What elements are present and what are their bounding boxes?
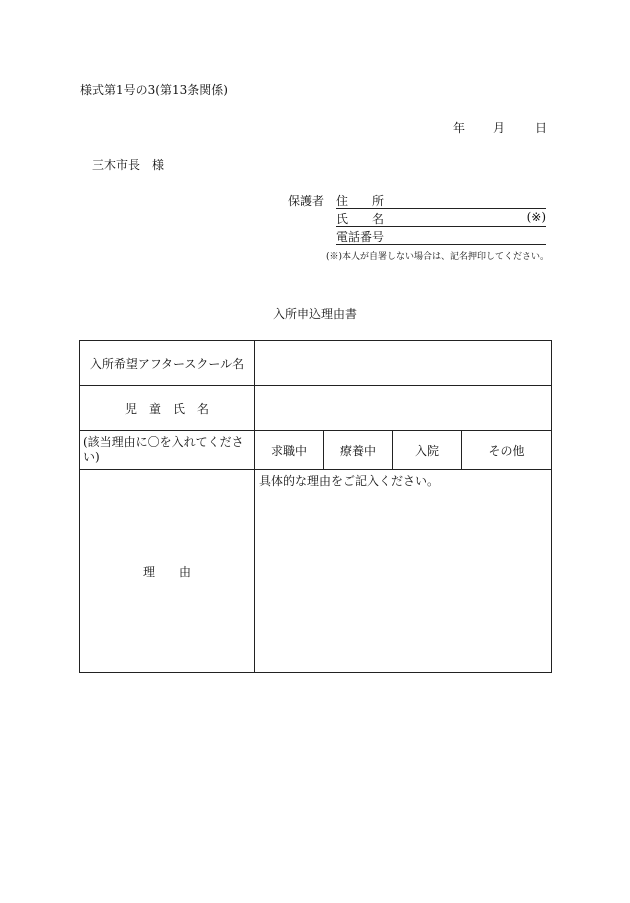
guardian-address-label: 住 所	[336, 194, 385, 208]
option-hospitalization[interactable]: 入院	[393, 431, 462, 470]
child-name-label: 児 童 氏 名	[80, 386, 255, 431]
child-name-field[interactable]	[255, 386, 552, 431]
reason-label: 理 由	[80, 470, 255, 673]
reason-field[interactable]	[255, 470, 552, 673]
club-label: 入所希望アフタースクール名	[80, 341, 255, 386]
guardian-label: 保護者	[288, 194, 325, 208]
guardian-name-label: 氏 名	[336, 212, 385, 226]
option-other[interactable]: その他	[462, 431, 552, 470]
date-month: 月	[493, 121, 506, 135]
date-year: 年	[453, 121, 466, 135]
guardian-name-mark: (※)	[526, 210, 546, 224]
reason-select-label: (該当理由に〇を入れてください)	[80, 431, 255, 470]
option-medical-treatment[interactable]: 療養中	[324, 431, 393, 470]
club-value-field[interactable]	[255, 341, 552, 386]
form-number: 様式第1号の3(第13条関係)	[80, 83, 228, 97]
application-table	[79, 340, 552, 673]
guardian-phone-label: 電話番号	[336, 230, 385, 244]
guardian-name-field[interactable]	[336, 210, 546, 227]
guardian-phone-field[interactable]	[336, 228, 546, 245]
guardian-address-field[interactable]	[336, 192, 546, 209]
date-line	[453, 119, 547, 136]
reason-prompt: 具体的な理由をご記入ください。	[259, 474, 440, 488]
addressee: 三木市長 様	[92, 158, 165, 172]
option-job-seeking[interactable]: 求職中	[255, 431, 324, 470]
date-day: 日	[535, 121, 548, 135]
document-title: 入所申込理由書	[272, 307, 357, 321]
guardian-note: (※)本人が自署しない場合は、記名押印してください。	[326, 252, 550, 262]
